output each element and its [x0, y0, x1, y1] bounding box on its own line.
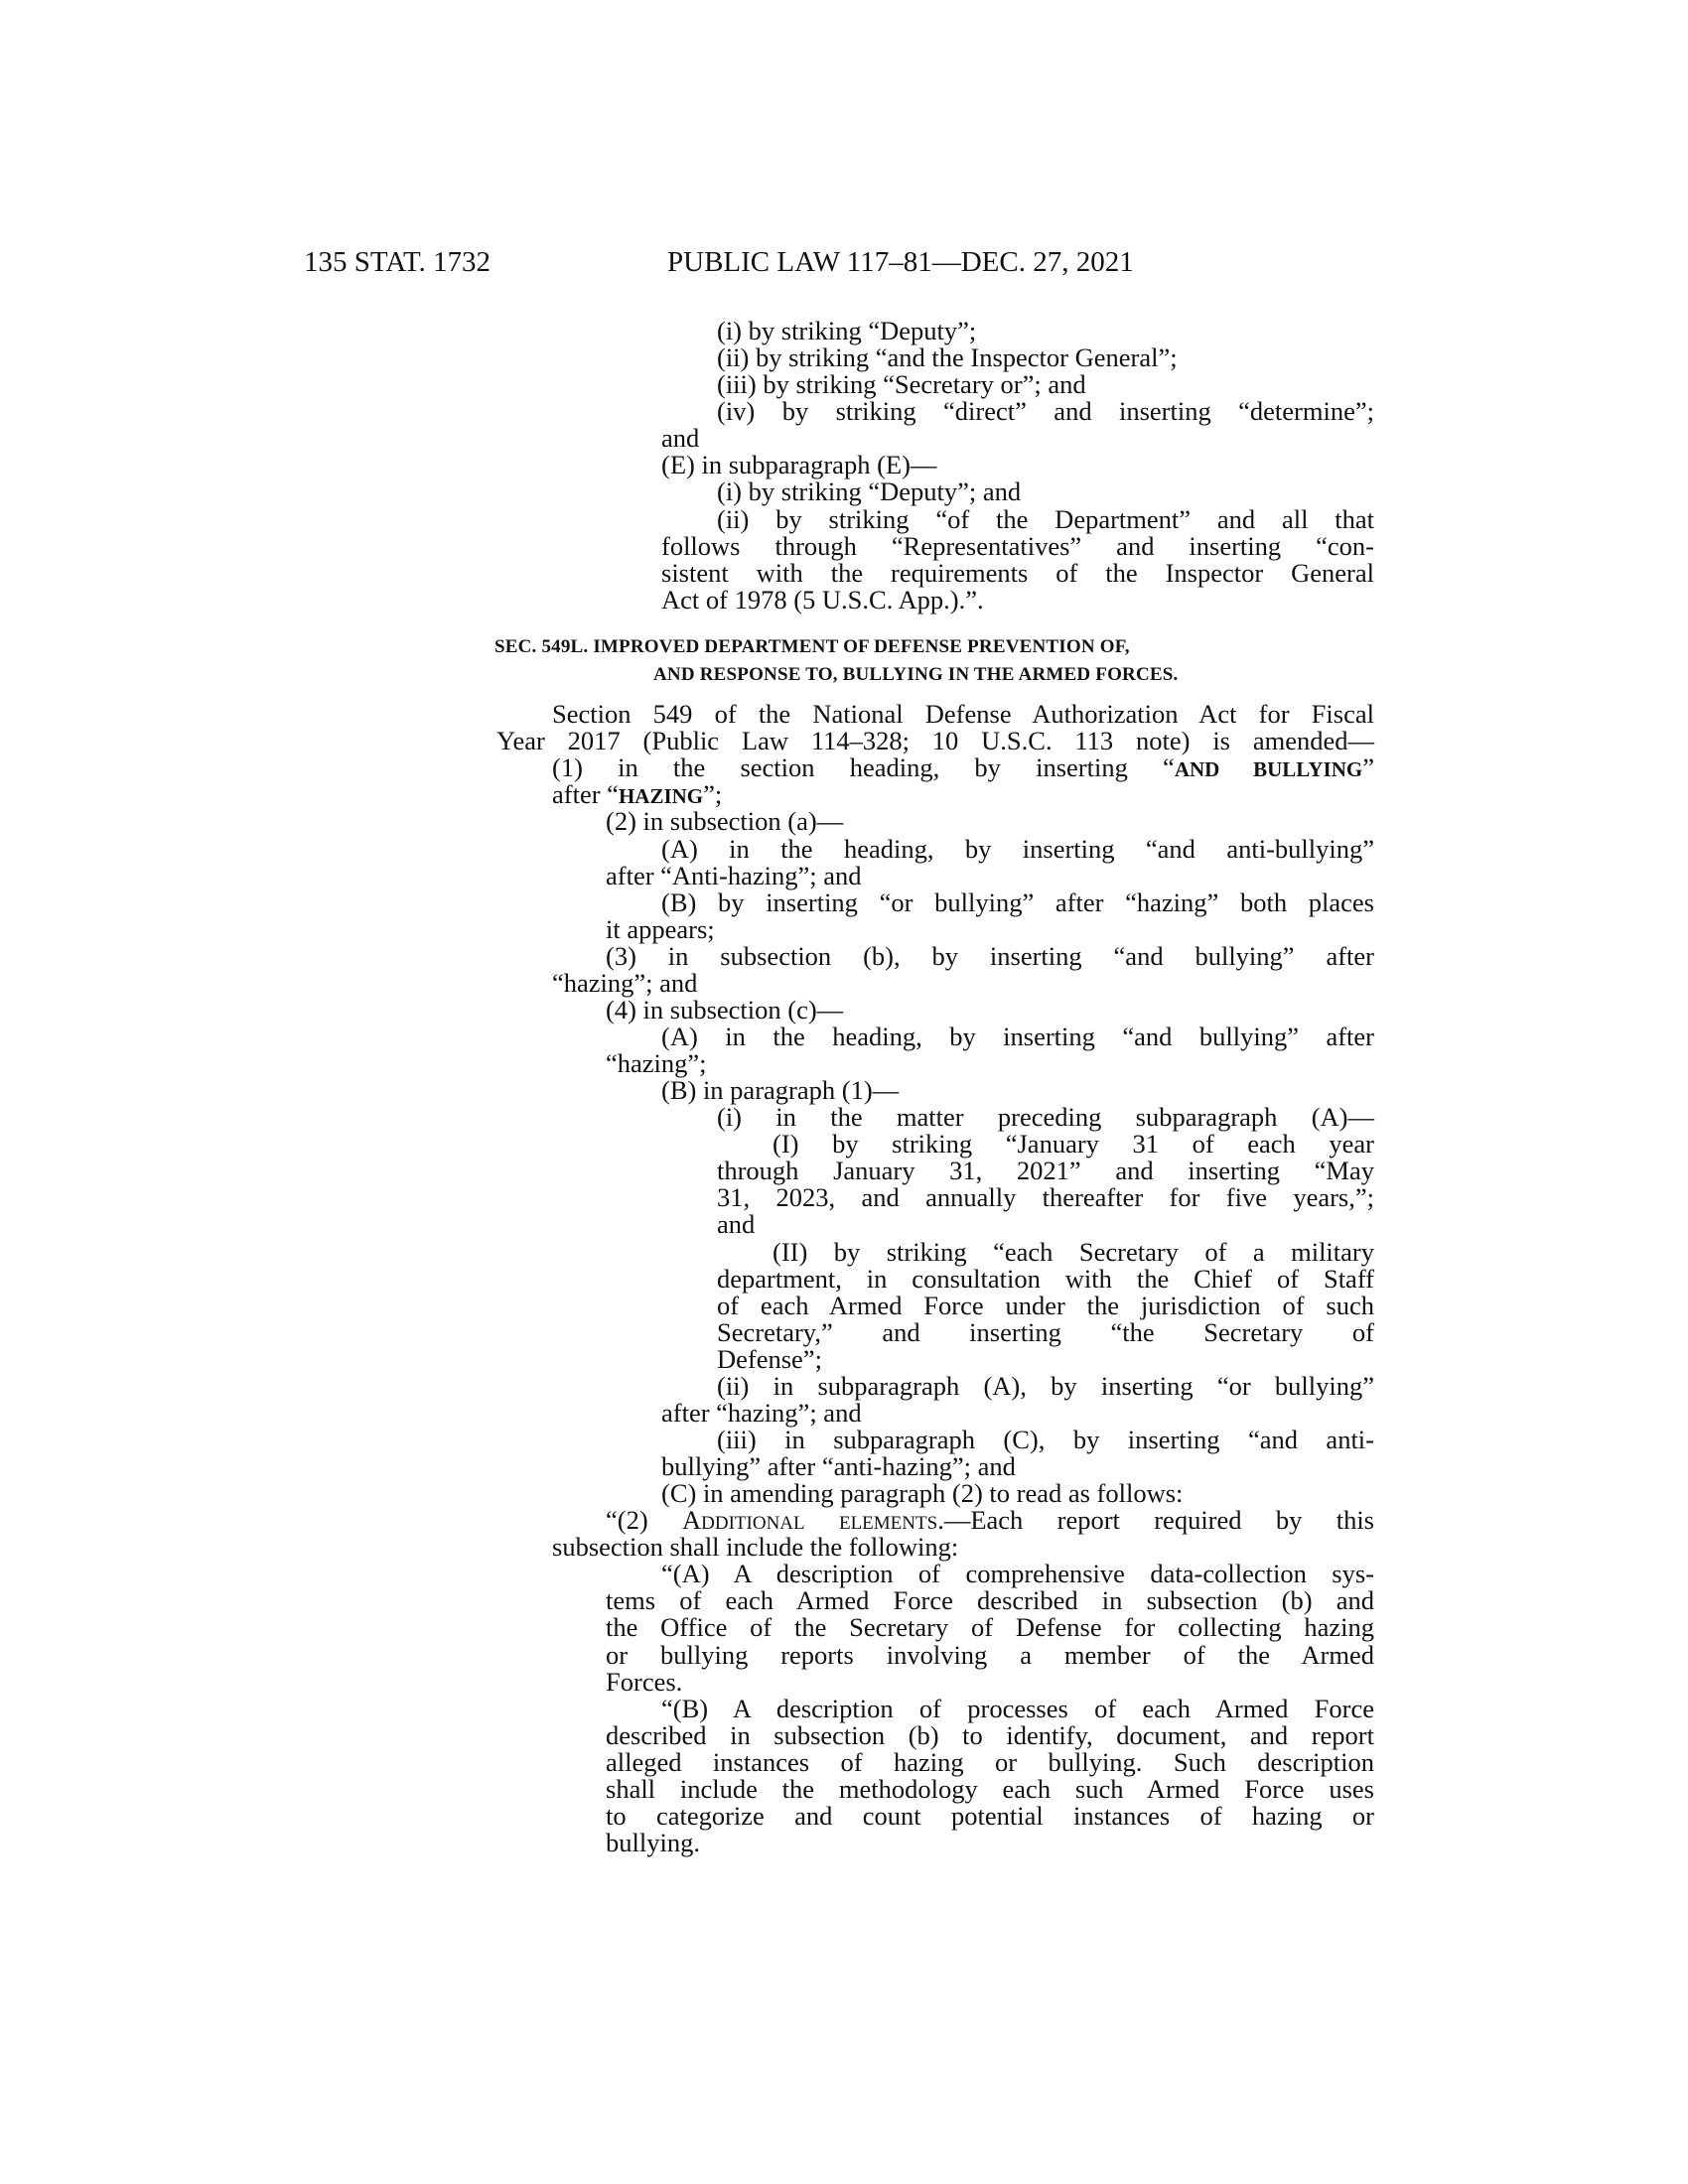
- text-line: “(B) A description of processes of each Armed Force: [661, 1694, 1374, 1723]
- text-line: Defense”;: [717, 1344, 822, 1374]
- text-line: and: [661, 423, 700, 453]
- text-line: (ii) by striking “and the Inspector General”;: [717, 342, 1178, 372]
- text-line: (2) in subsection (a)—: [606, 806, 844, 836]
- text-line: (ii) by striking “of the Department” and all that: [717, 504, 1374, 534]
- text-line: (B) in paragraph (1)—: [661, 1075, 900, 1105]
- text-line: after “Anti-hazing”; and: [606, 861, 862, 890]
- text-line: “(2) Additional elements.—Each report required by this: [606, 1505, 1374, 1535]
- text-line: after “hazing”; and: [661, 1398, 862, 1428]
- text-line: 31, 2023, and annually thereafter for five years,”;: [717, 1182, 1374, 1212]
- text-line: the Office of the Secretary of Defense for collecting hazing: [606, 1612, 1374, 1642]
- text-line: (i) by striking “Deputy”; and: [717, 477, 1022, 506]
- text-line: (iii) by striking “Secretary or”; and: [717, 369, 1086, 399]
- text-line: of each Armed Force under the jurisdiction of such: [717, 1291, 1374, 1320]
- text-line: sistent with the requirements of the Inspector General: [661, 558, 1374, 588]
- text-line: (i) by striking “Deputy”;: [717, 316, 977, 345]
- text-line: bullying” after “anti-hazing”; and: [661, 1451, 1016, 1481]
- text-line: (II) by striking “each Secretary of a military: [773, 1237, 1374, 1267]
- text-line: (A) in the heading, by inserting “and bullying” after: [661, 1022, 1374, 1051]
- text-line: (E) in subparagraph (E)—: [661, 450, 937, 479]
- text-line: (C) in amending paragraph (2) to read as follows:: [661, 1478, 1184, 1508]
- text-line: “(A) A description of comprehensive data-collection sys-: [661, 1559, 1374, 1588]
- text-line: to categorize and count potential instances of hazing or: [606, 1801, 1374, 1831]
- text-line: or bullying reports involving a member of the Armed: [606, 1640, 1374, 1670]
- text-line: (B) by inserting “or bullying” after “hazing” both places: [661, 887, 1374, 917]
- text-line: shall include the methodology each such Armed Force uses: [606, 1774, 1374, 1804]
- text-line: (iv) by striking “direct” and inserting “determine”;: [717, 396, 1374, 426]
- text-line: tems of each Armed Force described in subsection (b) and: [606, 1585, 1374, 1615]
- text-line: (ii) in subparagraph (A), by inserting “or bullying”: [717, 1371, 1374, 1401]
- text-line: described in subsection (b) to identify, document, and report: [606, 1720, 1374, 1750]
- text-line: after “HAZING”;: [552, 779, 723, 809]
- text-line: Forces.: [606, 1667, 683, 1697]
- text-line: “hazing”;: [606, 1048, 707, 1078]
- text-line: (I) by striking “January 31 of each year: [773, 1129, 1374, 1159]
- stat-page-reference: 135 STAT. 1732: [304, 246, 492, 278]
- text-line: Secretary,” and inserting “the Secretary of: [717, 1317, 1374, 1347]
- text-line: (i) in the matter preceding subparagraph (A)—: [717, 1102, 1374, 1132]
- text-line: Act of 1978 (5 U.S.C. App.).”.: [661, 585, 984, 614]
- section-heading: SEC. 549L. IMPROVED DEPARTMENT OF DEFENSE PREVENTION OF,: [494, 636, 1130, 657]
- text-line: Section 549 of the National Defense Authorization Act for Fiscal: [552, 699, 1374, 729]
- text-line: and: [717, 1209, 756, 1239]
- running-head: PUBLIC LAW 117–81—DEC. 27, 2021: [667, 246, 1134, 278]
- text-line: it appears;: [606, 914, 715, 944]
- text-line: follows through “Representatives” and inserting “con-: [661, 531, 1374, 561]
- text-line: subsection shall include the following:: [552, 1532, 959, 1562]
- text-line: Year 2017 (Public Law 114–328; 10 U.S.C. 113 note) is amended—: [496, 726, 1374, 755]
- text-line: (A) in the heading, by inserting “and anti-bullying”: [661, 834, 1374, 864]
- section-heading-continued: AND RESPONSE TO, BULLYING IN THE ARMED FORCES.: [653, 664, 1179, 685]
- text-line: “hazing”; and: [552, 968, 698, 998]
- text-line: (1) in the section heading, by inserting “AND BULLYING”: [552, 752, 1374, 782]
- text-line: (3) in subsection (b), by inserting “and bullying” after: [606, 941, 1374, 971]
- text-line: department, in consultation with the Chief of Staff: [717, 1264, 1374, 1294]
- text-line: (iii) in subparagraph (C), by inserting “and anti-: [717, 1425, 1374, 1454]
- text-line: (4) in subsection (c)—: [606, 995, 844, 1024]
- text-line: bullying.: [606, 1828, 700, 1857]
- text-line: alleged instances of hazing or bullying. Such description: [606, 1747, 1374, 1777]
- text-line: through January 31, 2021” and inserting “May: [717, 1156, 1374, 1185]
